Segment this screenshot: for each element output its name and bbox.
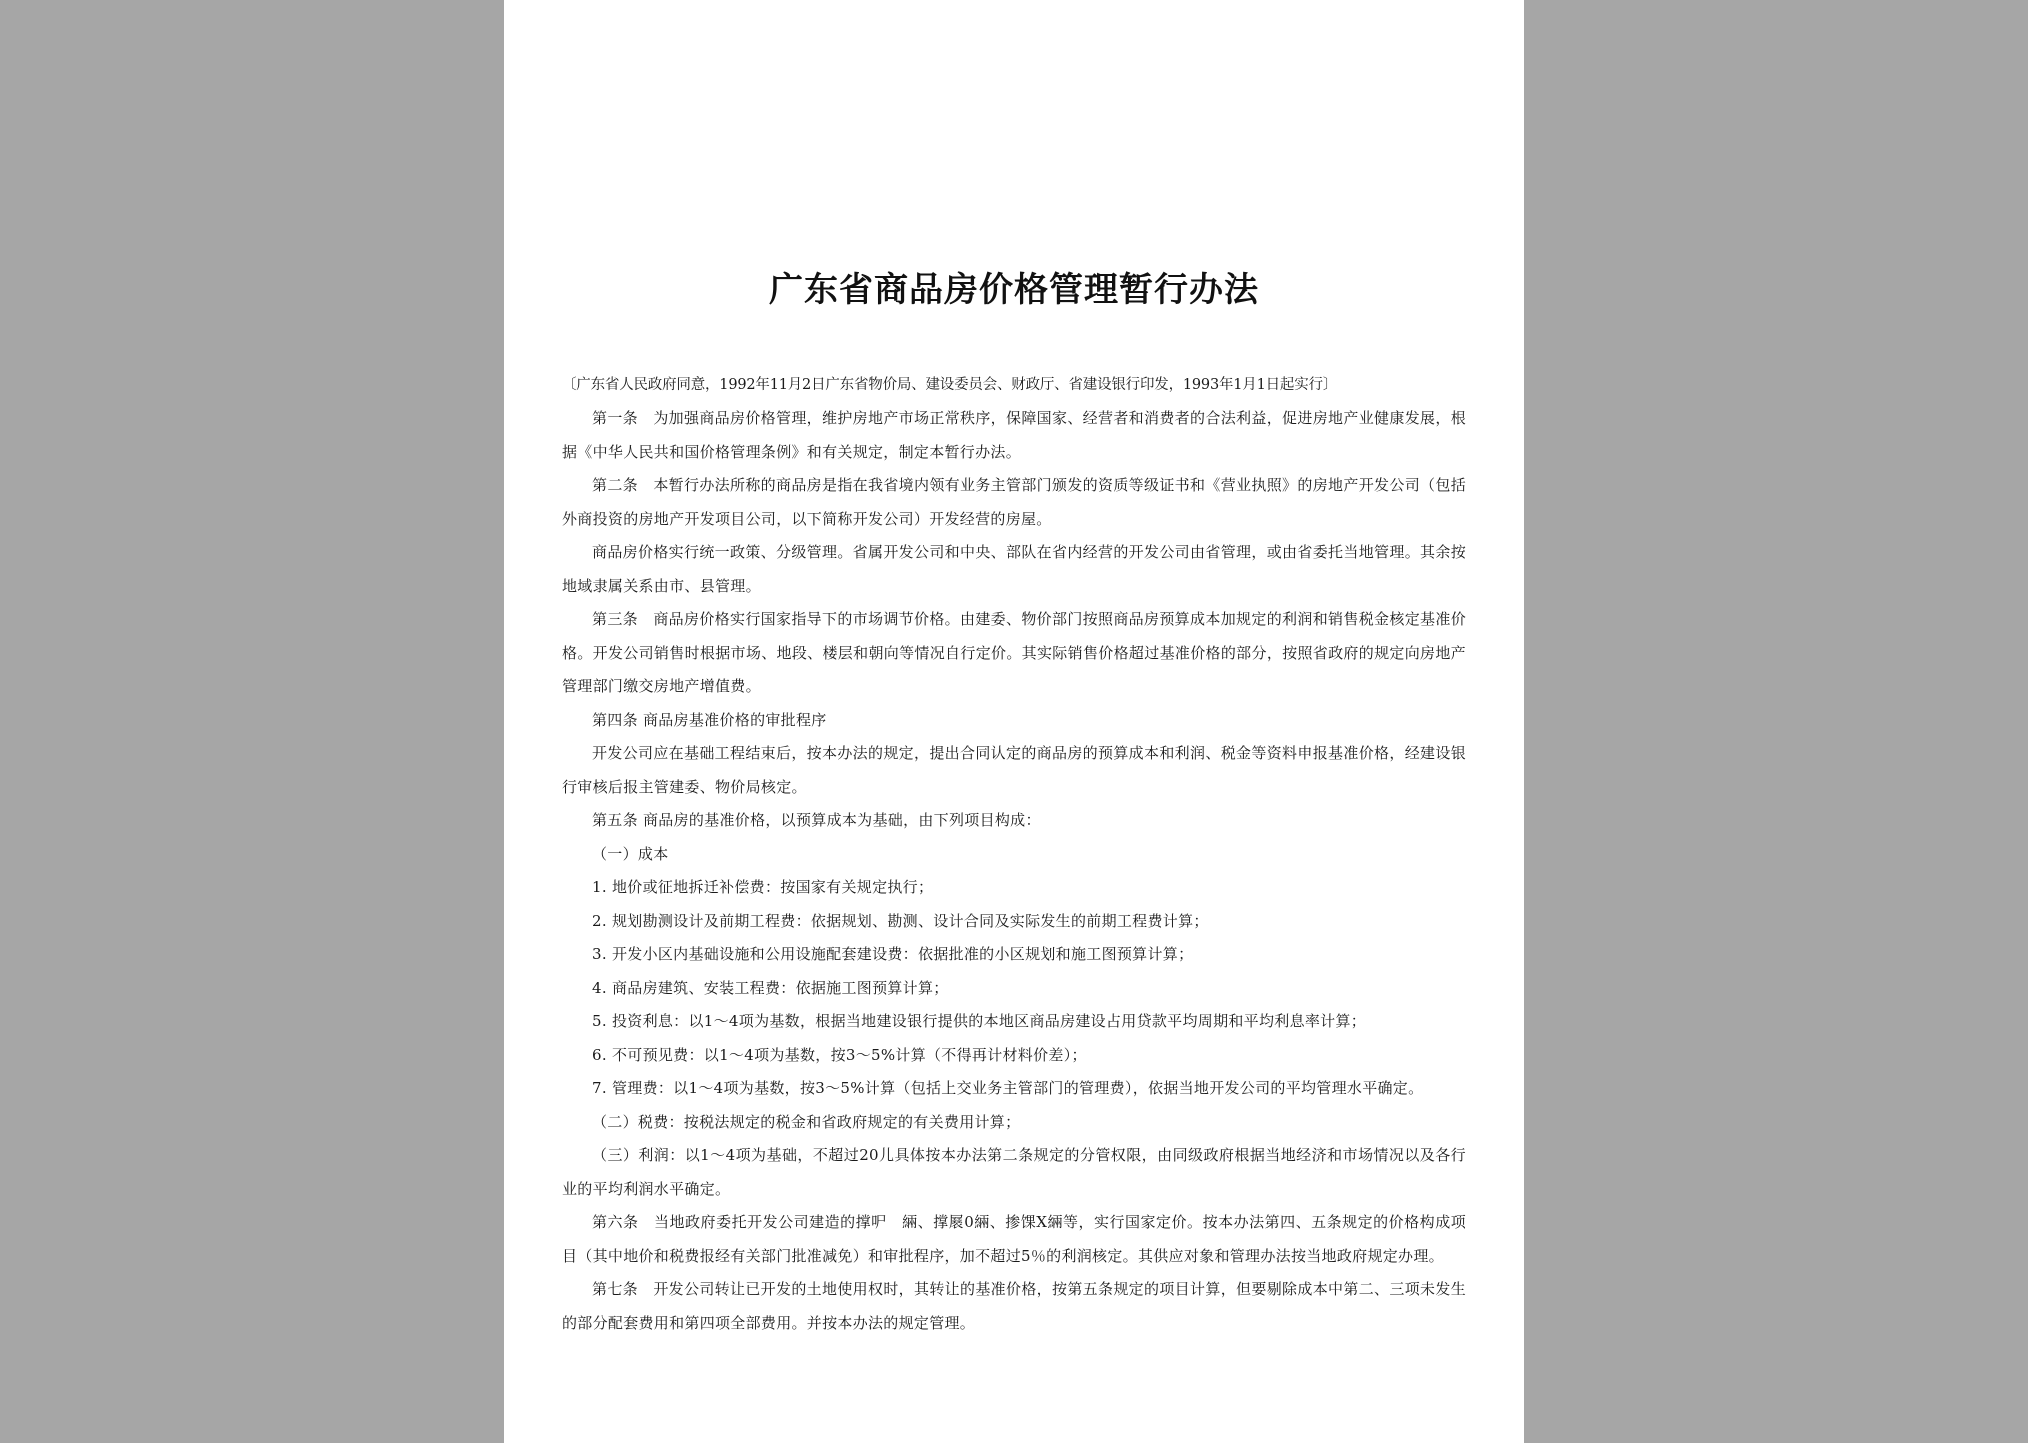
article-2: 第二条 本暂行办法所称的商品房是指在我省境内领有业务主管部门颁发的资质等级证书和《营业执照》的房地产开发公司（包括外商投资的房地产开发项目公司，以下简称开发公司）开发经营的房屋。	[562, 476, 1466, 528]
article-6: 第六条 当地政府委托开发公司建造的撑㕧 緉、撑㞡0緉、掺馃X緉等，实行国家定价。按本办法第四、五条规定的价格构成项目（其中地价和税费报经有关部门批准减免）和审批程序，加不超过5％的利润核定。其供应对象和管理办法按当地政府规定办理。	[562, 1213, 1466, 1265]
cost-item-4: 4. 商品房建筑、安装工程费：依据施工图预算计算；	[592, 978, 949, 997]
cost-item-1: 1. 地价或征地拆迁补偿费：按国家有关规定执行；	[592, 878, 934, 896]
source-note: 〔广东省人民政府同意，1992年11月2日广东省物价局、建设委员会、财政厅、省建设银行印发，1993年1月1日起实行〕	[562, 377, 1338, 393]
article-4-heading: 第四条 商品房基准价格的审批程序	[592, 710, 827, 729]
article-4-body: 开发公司应在基础工程结束后，按本办法的规定，提出合同认定的商品房的预算成本和利润、税金等资料申报基准价格，经建设银行审核后报主管建委、物价局核定。	[562, 744, 1466, 796]
cost-item-3: 3. 开发小区内基础设施和公用设施配套建设费：依据批准的小区规划和施工图预算计算；	[592, 945, 1194, 963]
article-7: 第七条 开发公司转让已开发的土地使用权时，其转让的基准价格，按第五条规定的项目计算，但要剔除成本中第二、三项未发生的部分配套费用和第四项全部费用。并按本办法的规定管理。	[562, 1280, 1466, 1332]
cost-item-6: 6. 不可预见费：以1～4项为基数，按3～5%计算（不得再计材料价差）；	[592, 1045, 1087, 1064]
taxes-item: （二）税费：按税法规定的税金和省政府规定的有关费用计算；	[592, 1112, 1021, 1131]
cost-heading: （一）成本	[592, 844, 669, 863]
cost-item-7: 7. 管理费：以1～4项为基数，按3～5%计算（包括上交业务主管部门的管理费），依据当地开发公司的平均管理水平确定。	[592, 1079, 1424, 1097]
article-3: 第三条 商品房价格实行国家指导下的市场调节价格。由建委、物价部门按照商品房预算成本加规定的利润和销售税金核定基准价格。开发公司销售时根据市场、地段、楼层和朝向等情况自行定价。其实际销售价格超过基准价格的部分，按照省政府的规定向房地产管理部门缴交房地产增值费。	[562, 610, 1466, 695]
article-5: 第五条 商品房的基准价格，以预算成本为基础，由下列项目构成：	[592, 811, 1041, 829]
article-2-management: 商品房价格实行统一政策、分级管理。省属开发公司和中央、部队在省内经营的开发公司由省管理，或由省委托当地管理。其余按地域隶属关系由市、县管理。	[562, 543, 1466, 595]
cost-item-5: 5. 投资利息：以1～4项为基数，根据当地建设银行提供的本地区商品房建设占用贷款平均周期和平均利息率计算；	[592, 1012, 1367, 1030]
profit-item: （三）利润：以1～4项为基础，不超过20儿具体按本办法第二条规定的分管权限，由同级政府根据当地经济和市场情况以及各行业的平均利润水平确定。	[562, 1146, 1466, 1198]
cost-item-2: 2. 规划勘测设计及前期工程费：依据规划、勘测、设计合同及实际发生的前期工程费计算；	[592, 911, 1209, 930]
document-page	[504, 0, 1524, 1443]
document-title: 广东省商品房价格管理暂行办法	[769, 270, 1259, 310]
article-1: 第一条 为加强商品房价格管理，维护房地产市场正常秩序，保障国家、经营者和消费者的合法利益，促进房地产业健康发展，根据《中华人民共和国价格管理条例》和有关规定，制定本暂行办法。	[562, 409, 1466, 461]
